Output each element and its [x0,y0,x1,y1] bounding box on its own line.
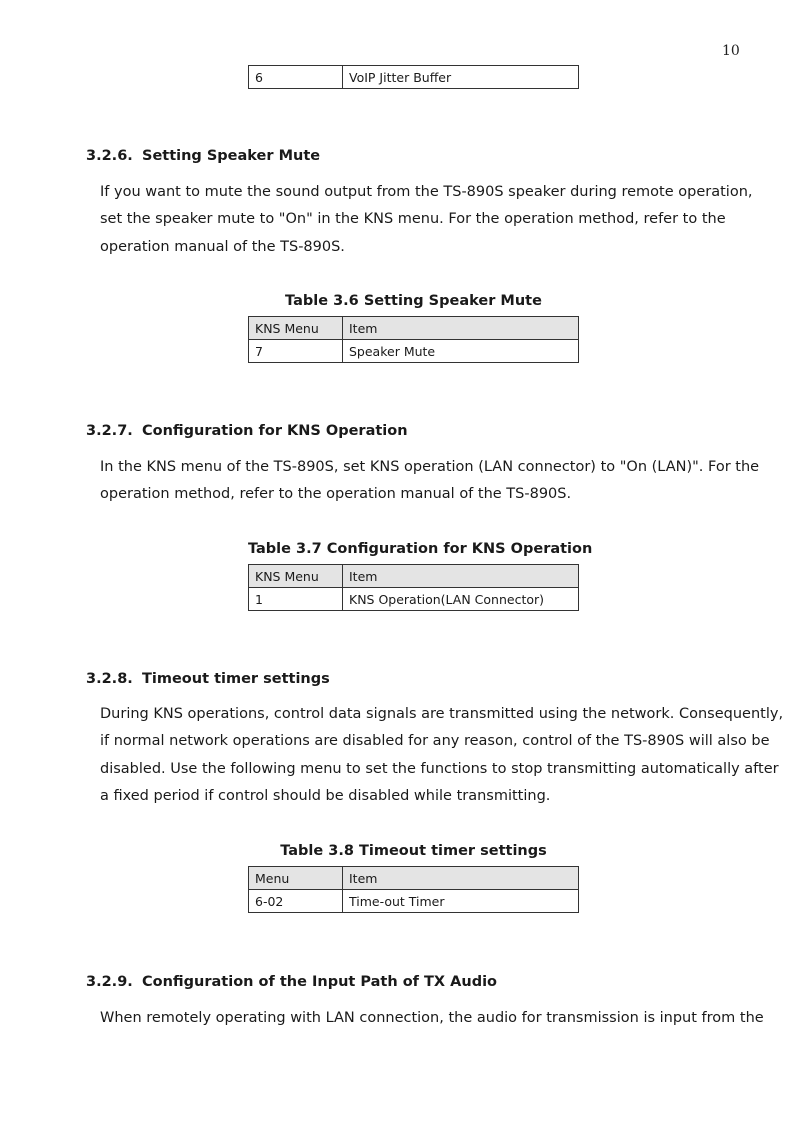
table-row [249,340,579,363]
paragraph-line: If you want to mute the sound output from the TS-890S speaker during remote operation, [100,184,753,200]
section-number: 3.2.7. [86,423,133,439]
table-cell: 1 [249,588,343,611]
section-title: Configuration of the Input Path of TX Audio [142,974,498,990]
table-cell: 7 [249,340,343,363]
table-cell: KNS Operation(LAN Connector) [343,588,579,611]
paragraph-line: During KNS operations, control data signals are transmitted using the network. Consequently, [100,706,784,722]
section-title: Timeout timer settings [142,671,330,687]
table-cell: 6-02 [249,890,343,913]
section-heading-3-2-6 [86,148,320,164]
paragraph-line: operation manual of the TS-890S. [100,238,345,255]
table-cell: Speaker Mute [343,340,579,363]
paragraph-line: In the KNS menu of the TS-890S, set KNS operation (LAN connector) to "On (LAN)". For the [100,459,760,475]
section-paragraph [100,179,753,261]
section-title: Configuration for KNS Operation [142,423,408,439]
section-number: 3.2.9. [86,974,133,990]
section-number: 3.2.8. [86,671,133,687]
table-cell: Time-out Timer [343,890,579,913]
section-heading-3-2-9 [86,974,497,990]
table-header-cell: Item [343,867,579,890]
table-caption: Table 3.8 Timeout timer settings [280,843,547,859]
paragraph-line: set the speaker mute to "On" in the KNS menu. For the operation method, refer to the [100,211,726,228]
section-paragraph [100,701,784,811]
paragraph-line: a fixed period if control should be disabled while transmitting. [100,788,551,805]
table-caption: Table 3.7 Configuration for KNS Operation [248,541,593,557]
table-caption: Table 3.6 Setting Speaker Mute [285,293,542,309]
jitter-buffer-table [248,65,579,89]
timeout-timer-table [248,866,579,913]
section-heading-3-2-8 [86,671,330,687]
kns-operation-table [248,564,579,611]
table-row [249,66,579,89]
section-paragraph [100,1005,764,1032]
page-number: 10 [722,43,740,59]
paragraph-line: operation method, refer to the operation manual of the TS-890S. [100,486,572,503]
paragraph-line: disabled. Use the following menu to set the functions to stop transmitting automatically after [100,760,779,777]
section-number: 3.2.6. [86,148,133,164]
table-header-cell: Item [343,565,579,588]
table-row [249,588,579,611]
paragraph-line: if normal network operations are disabled for any reason, control of the TS-890S will also be [100,733,770,750]
section-title: Setting Speaker Mute [142,148,321,164]
section-paragraph [100,454,760,509]
table-header-cell: KNS Menu [249,565,343,588]
table-header-cell: Menu [249,867,343,890]
table-header-row [249,867,579,890]
paragraph-line: When remotely operating with LAN connection, the audio for transmission is input from the [100,1010,764,1026]
table-header-row [249,565,579,588]
table-cell: VoIP Jitter Buffer [343,66,579,89]
table-header-cell: Item [343,317,579,340]
speaker-mute-table [248,316,579,363]
table-header-cell: KNS Menu [249,317,343,340]
table-cell: 6 [249,66,343,89]
section-heading-3-2-7 [86,423,408,439]
table-header-row [249,317,579,340]
table-row [249,890,579,913]
